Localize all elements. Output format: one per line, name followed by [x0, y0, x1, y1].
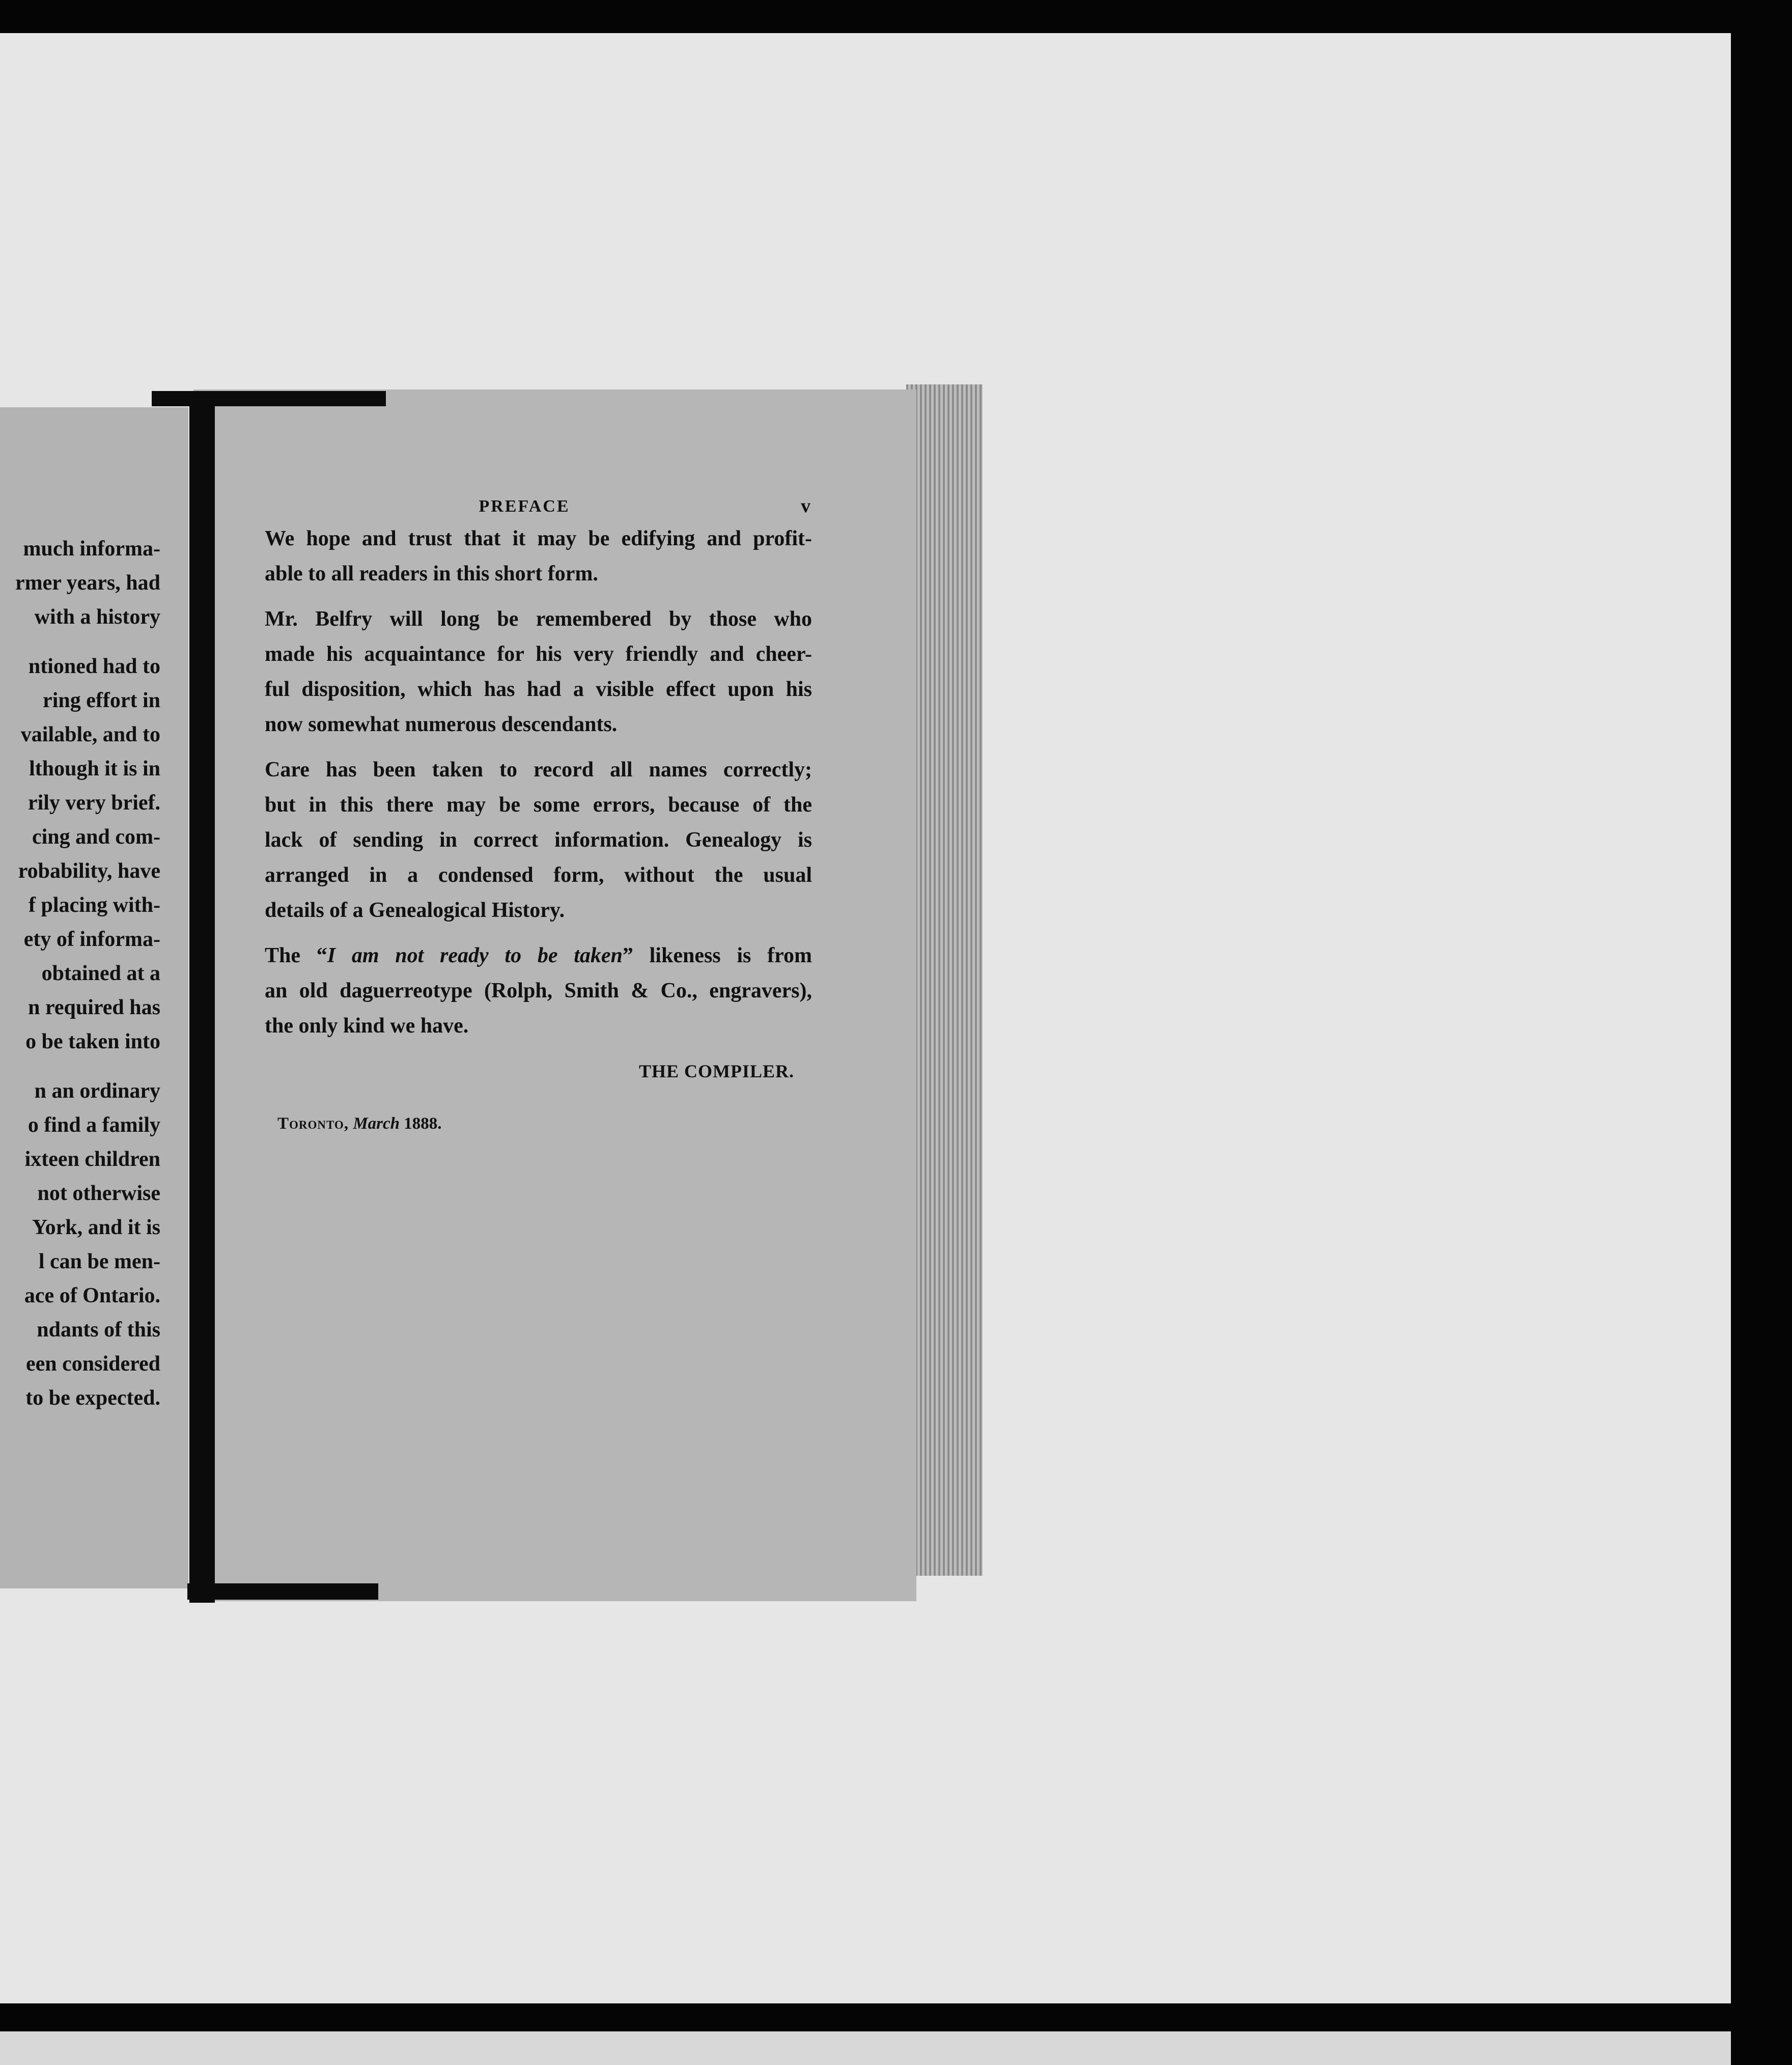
left-page-line: ace of Ontario. [24, 1284, 160, 1307]
left-page-text [0, 532, 160, 1415]
dateline-place: Toronto, [277, 1114, 349, 1133]
next-frame-strip [0, 2031, 1731, 2065]
preface-line: details of a Genealogical History. [265, 899, 565, 922]
preface-paragraph [237, 752, 812, 928]
dateline-year: 1888. [404, 1114, 442, 1133]
left-page-line: rily very brief. [27, 791, 160, 815]
left-page-line: n an ordinary [34, 1079, 160, 1103]
left-page-line: ntioned had to [28, 655, 160, 678]
left-page-line: vailable, and to [20, 723, 160, 746]
preface-line: ful disposition, which has had a visible effect upon his [265, 678, 812, 701]
left-page-line: to be expected. [25, 1386, 160, 1410]
dateline-month: March [353, 1114, 400, 1133]
left-page-line: o be taken into [25, 1030, 160, 1053]
preface-paragraphs [237, 521, 812, 928]
likeness-quote: I am not ready to be taken [327, 944, 623, 967]
left-page-line: o find a family [27, 1113, 160, 1137]
left-book-page [0, 407, 188, 1588]
left-page-line: York, and it is [32, 1216, 160, 1239]
page-number: v [801, 495, 812, 517]
book-page-edges [906, 384, 983, 1576]
preface-line: able to all readers in this short form. [265, 562, 598, 585]
likeness-line-2: an old daguerreotype (Rolph, Smith & Co., engravers), [265, 979, 812, 1002]
likeness-line-1-start: The “ [265, 944, 327, 967]
left-page-line: ndants of this [37, 1318, 160, 1342]
preface-line: arranged in a condensed form, without the usual [265, 863, 812, 887]
left-page-line: f placing with- [28, 894, 160, 917]
left-page-line: robability, have [18, 859, 160, 883]
left-page-line: cing and com- [32, 825, 160, 849]
preface-text-block [237, 489, 812, 1141]
book-clip-bottom [187, 1583, 378, 1600]
dateline [237, 1106, 812, 1141]
left-page-line: l can be men- [38, 1250, 160, 1273]
likeness-line-1 [237, 938, 812, 973]
running-head-title: PREFACE [479, 497, 570, 516]
left-page-line: obtained at a [41, 962, 160, 985]
preface-line: Care has been taken to record all names correctly; [265, 758, 812, 782]
preface-line: lack of sending in correct information. Genealogy is [265, 828, 812, 852]
preface-line: Mr. Belfry will long be remembered by those who [265, 607, 812, 631]
left-page-line: ring effort in [43, 689, 160, 712]
left-page-line: een considered [25, 1352, 160, 1376]
preface-line: We hope and trust that it may be edifying and profit- [265, 527, 812, 550]
likeness-paragraph [237, 938, 812, 1044]
preface-line: now somewhat numerous descendants. [265, 713, 618, 736]
left-page-line: lthough it is in [29, 757, 160, 780]
left-page-line: ety of informa- [23, 928, 160, 951]
running-head [237, 489, 812, 521]
left-page-line [0, 634, 160, 650]
left-page-line [0, 1059, 160, 1074]
signature: THE COMPILER. [638, 1061, 794, 1081]
left-page-line: n required has [28, 996, 160, 1019]
left-page-line: rmer years, had [15, 571, 160, 595]
book-clip-bar [189, 391, 215, 1603]
left-page-line: with a history [34, 605, 160, 629]
book-clip-top [152, 391, 386, 406]
preface-line: but in this there may be some errors, because of the [265, 793, 812, 817]
preface-paragraph [237, 521, 812, 592]
left-page-line: not otherwise [37, 1182, 160, 1205]
likeness-line-1-end: ” likeness is from [622, 944, 812, 967]
likeness-line-3: the only kind we have. [265, 1014, 469, 1038]
left-page-line: ixteen children [24, 1148, 160, 1171]
left-page-line: much informa- [23, 537, 160, 561]
preface-paragraph [237, 602, 812, 742]
preface-line: made his acquaintance for his very friendly and cheer- [265, 643, 812, 666]
